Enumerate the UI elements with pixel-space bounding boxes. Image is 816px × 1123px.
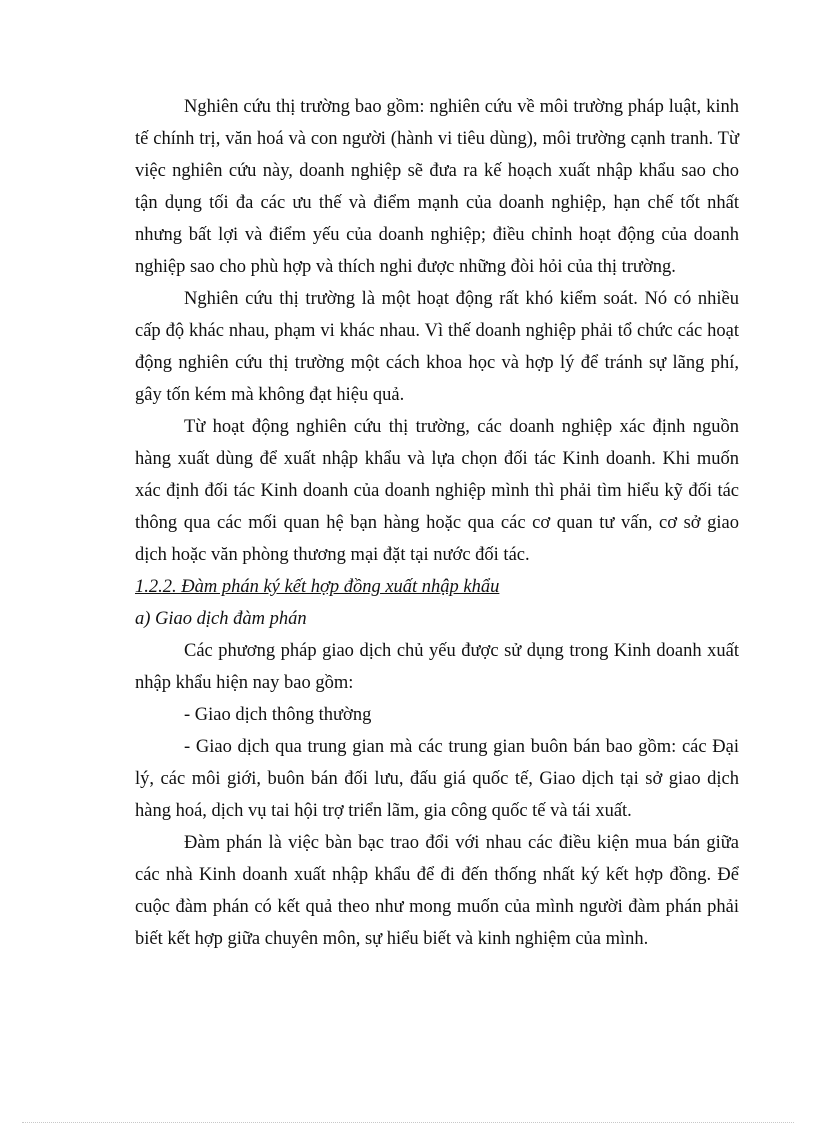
paragraph-market-research-difficulty: Nghiên cứu thị trường là một hoạt động rất khó kiểm soát. Nó có nhiều cấp độ khác nhau, phạm vi khác nhau. Vì thế doanh nghiệp phải tổ chức các hoạt động nghiên cứu thị trường một cách khoa học và hợp lý để tránh sự lãng phí, gây tốn kém mà không đạt hiệu quả. — [135, 289, 739, 405]
bullet-item-normal-transaction: - Giao dịch thông thường — [184, 705, 372, 725]
paragraph-partner-selection: Từ hoạt động nghiên cứu thị trường, các doanh nghiệp xác định nguồn hàng xuất dùng để xuất nhập khẩu và lựa chọn đối tác Kinh doanh. Khi muốn xác định đối tác Kinh doanh của doanh nghiệp mình thì phải tìm hiểu kỹ đối tác thông qua các mối quan hệ bạn hàng hoặc qua các cơ quan tư vấn, cơ sở giao dịch hoặc văn phòng thương mại đặt tại nước đối tác. — [135, 417, 739, 565]
document-page — [135, 91, 739, 955]
paragraph-negotiation-definition: Đàm phán là việc bàn bạc trao đổi với nhau các điều kiện mua bán giữa các nhà Kinh doanh xuất nhập khẩu để đi đến thống nhất ký kết hợp đồng. Để cuộc đàm phán có kết quả theo như mong muốn của mình người đàm phán phải biết kết hợp giữa chuyên môn, sự hiểu biết và kinh nghiệm của mình. — [135, 833, 739, 949]
subsection-heading: a) Giao dịch đàm phán — [135, 609, 307, 629]
paragraph-market-research-scope: Nghiên cứu thị trường bao gồm: nghiên cứu về môi trường pháp luật, kinh tế chính trị, văn hoá và con người (hành vi tiêu dùng), môi trường cạnh tranh. Từ việc nghiên cứu này, doanh nghiệp sẽ đưa ra kế hoạch xuất nhập khẩu sao cho tận dụng tối đa các ưu thế và điểm mạnh của doanh nghiệp, hạn chế tốt nhất nhưng bất lợi và điểm yếu của doanh nghiệp; điều chỉnh hoạt động của doanh nghiệp sao cho phù hợp và thích nghi được những đòi hỏi của thị trường. — [135, 97, 739, 277]
bullet-item-intermediary-transaction: - Giao dịch qua trung gian mà các trung gian buôn bán bao gồm: các Đại lý, các môi giới, buôn bán đối lưu, đấu giá quốc tế, Giao dịch tại sở giao dịch hàng hoá, dịch vụ tai hội trợ triển lãm, gia công quốc tế và tái xuất. — [135, 737, 739, 821]
paragraph-transaction-methods: Các phương pháp giao dịch chủ yếu được sử dụng trong Kinh doanh xuất nhập khẩu hiện nay bao gồm: — [135, 641, 739, 693]
section-heading: 1.2.2. Đàm phán ký kết hợp đồng xuất nhập khẩu — [135, 577, 500, 597]
